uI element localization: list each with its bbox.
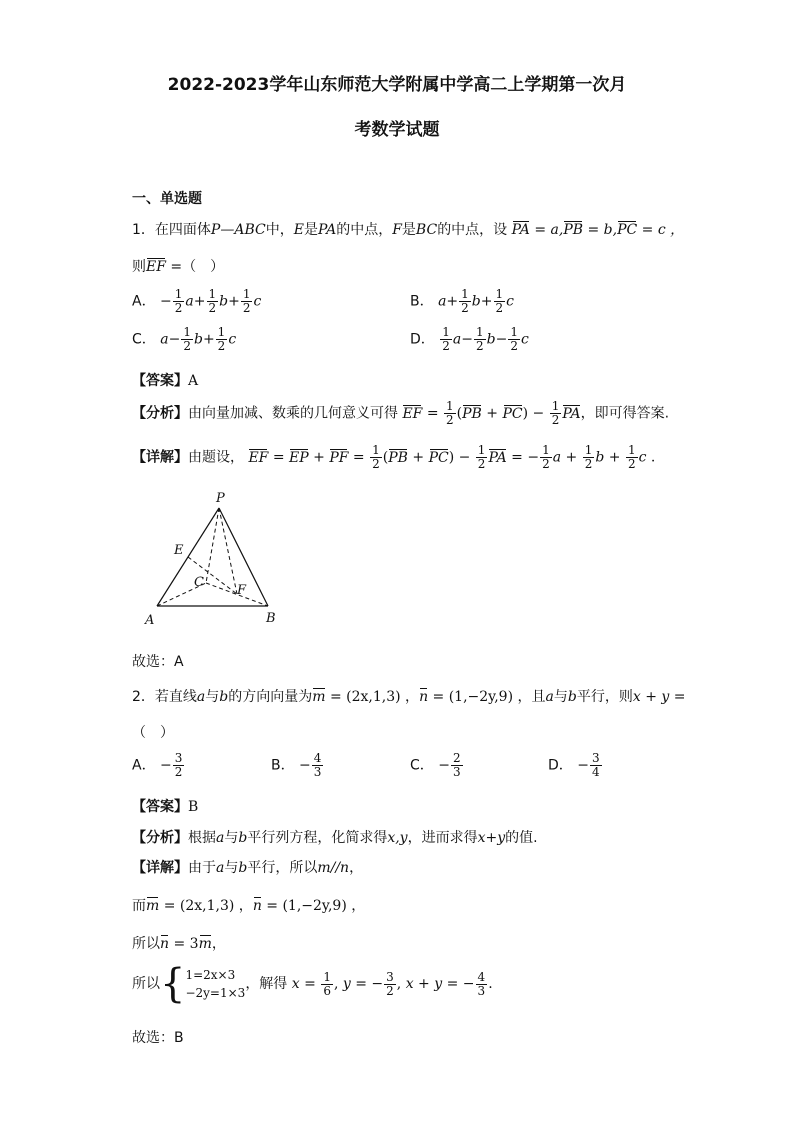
q1-ask: 则EF =（ ）	[132, 259, 225, 275]
q1-detail: 【详解】由题设， EF = EP + PF = $\frac{1}{2}$ (PB + PC) − $\frac{1}{2}$ PA = − $\frac{1}{2}$ a + $\frac{1}{2}$ b + $\frac{1}{2}$ c .	[132, 443, 656, 471]
label-p: P	[216, 491, 225, 506]
q1-option-d[interactable]: D． $\frac{1}{2}$ a− $\frac{1}{2}$ b− $\frac{1}{2}$ c	[410, 325, 529, 353]
q2-stem: 2．若直线a与b的方向向量为m = (2x,1,3) ，n = (1,−2y,9) ，且a与b平行，则x + y =	[132, 689, 686, 705]
q1-stem: 1．在四面体P—ABC中，E是PA的中点，F是BC的中点，设 PA = a,PB = b,PC = c ，	[132, 222, 685, 238]
q1-option-a[interactable]: A． − $\frac{1}{2}$ a+ $\frac{1}{2}$ b+ $\frac{1}{2}$ c	[132, 287, 262, 315]
q2-option-c[interactable]: C． − $\frac{2}{3}$	[410, 751, 461, 779]
q2-detail-line2: 而m = (2x,1,3) ，n = (1,−2y,9) ，	[132, 898, 366, 914]
tetrahedron-figure	[140, 488, 290, 633]
q1-option-b[interactable]: B． a+ $\frac{1}{2}$ b+ $\frac{1}{2}$ c	[410, 287, 514, 315]
q2-detail-line4: 所以{ 1=2x×3 −2y=1×3 ，解得 x = $\frac{1}{6}$ , y = − $\frac{3}{2}$ , x + y = − $\frac{4}{3}$ .	[132, 961, 493, 1007]
section-heading: 一、单选题	[132, 191, 202, 207]
q1-option-c[interactable]: C． a− $\frac{1}{2}$ b+ $\frac{1}{2}$ c	[132, 325, 237, 353]
q2-option-d[interactable]: D． − $\frac{3}{4}$	[548, 751, 600, 779]
q1-answer: 【答案】A	[132, 373, 199, 389]
label-e: E	[174, 543, 184, 558]
q2-detail: 【详解】由于a与b平行，所以m//n，	[132, 860, 364, 876]
q2-option-a[interactable]: A． − $\frac{3}{2}$	[132, 751, 183, 779]
label-c: C	[194, 575, 204, 590]
segment-pf	[219, 508, 237, 594]
exam-title-line1: 2022-2023学年山东师范大学附属中学高二上学期第一次月	[167, 75, 627, 95]
label-f: F	[237, 583, 247, 598]
q2-option-b[interactable]: B． − $\frac{4}{3}$	[271, 751, 322, 779]
q2-detail-line3: 所以n = 3m，	[132, 936, 226, 952]
q2-analysis: 【分析】根据a与b平行列方程，化简求得x,y，进而求得x+y的值.	[132, 830, 538, 846]
q2-answer: 【答案】B	[132, 799, 199, 815]
q1-analysis: 【分析】由向量加减、数乘的几何意义可得 EF = $\frac{1}{2}$ (PB + PC) − $\frac{1}{2}$ PA，即可得答案.	[132, 399, 670, 427]
q1-conclusion: 故选：A	[132, 654, 184, 670]
label-a: A	[145, 613, 155, 628]
q2-paren: （ ）	[132, 725, 174, 741]
exam-title-line2: 考数学试题	[354, 120, 440, 140]
q2-conclusion: 故选：B	[132, 1030, 184, 1046]
label-b: B	[266, 611, 276, 626]
